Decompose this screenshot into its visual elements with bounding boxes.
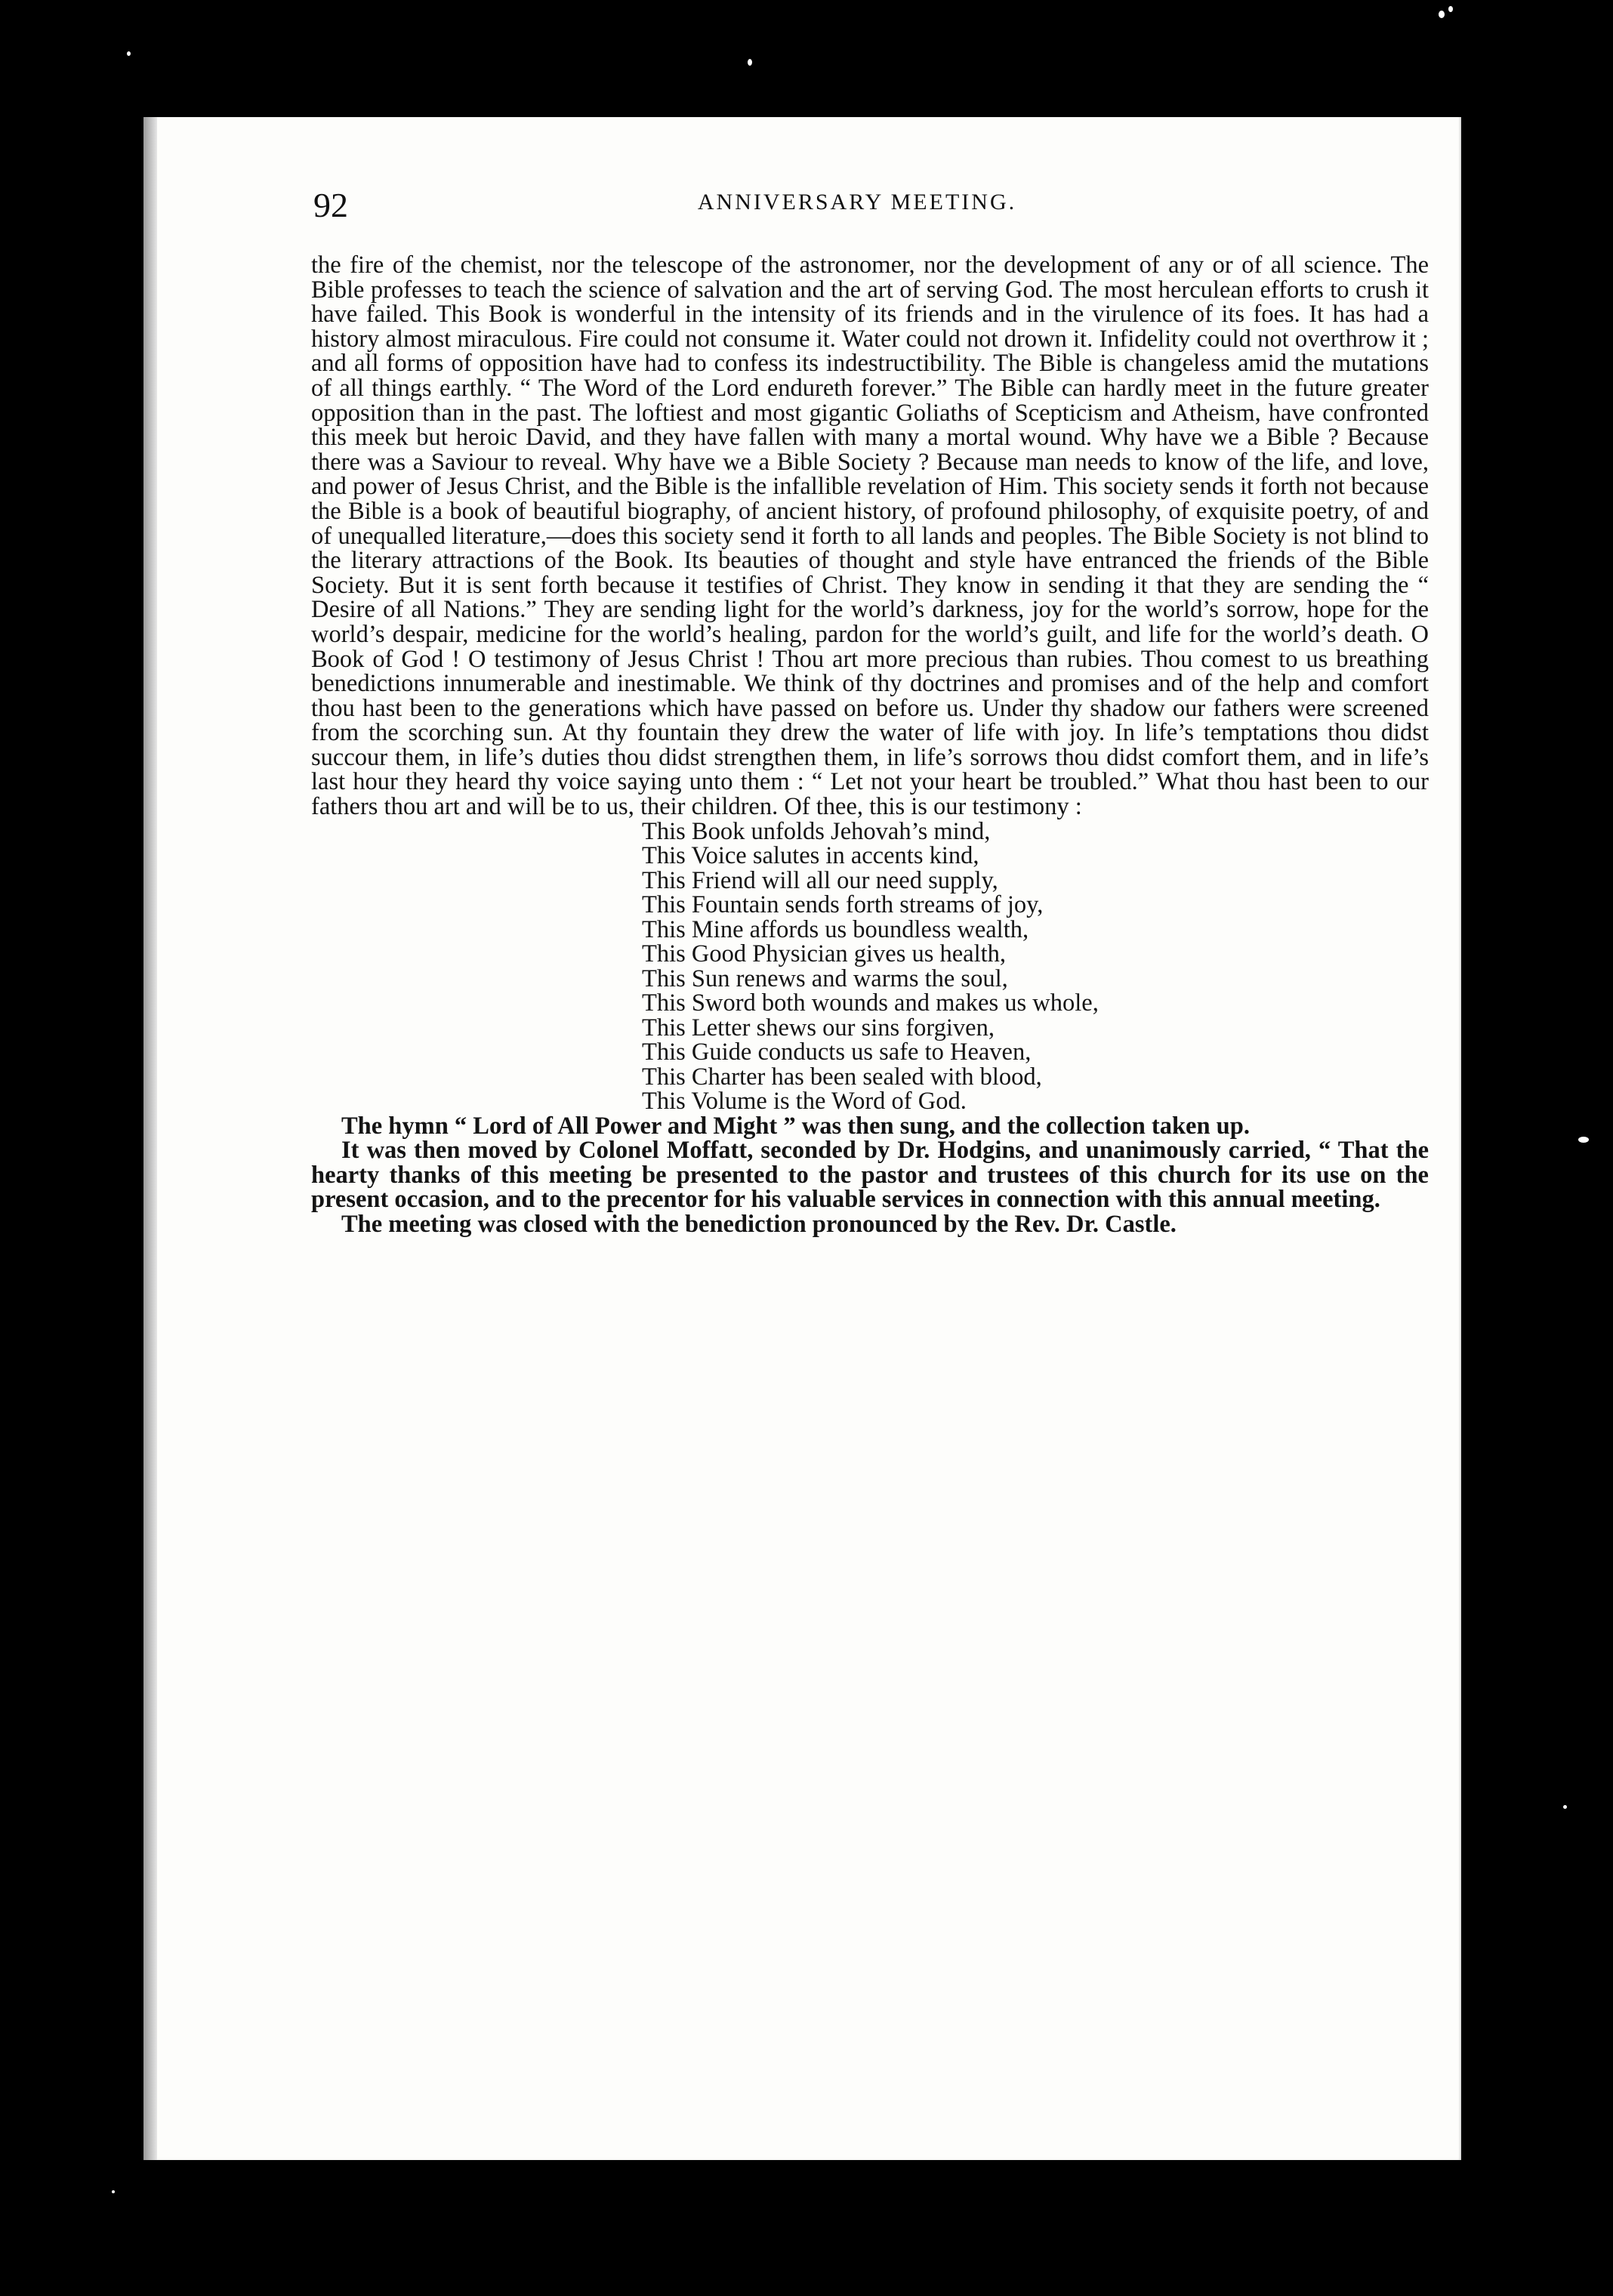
poem-line: This Sun renews and warms the soul, [642, 964, 1008, 992]
page-binding-edge [143, 117, 157, 2160]
motion-paragraph: It was then moved by Colonel Moffatt, seconded by Dr. Hodgins, and unanimously carried, “ That the hearty thanks of this meeting be presented to the pastor and trustees of this church for its use on the present occasion, and to the precentor for his valuable services in connection with this annual meeting. [311, 1137, 1429, 1214]
main-paragraph: the fire of the chemist, nor the telescope of the astronomer, nor the development of any or of all science. The Bible professes to teach the science of salvation and the art of serving God. The most herculean efforts to crush it have failed. This Book is wonderful in the intensity of its friends and in the virulence of its foes. It has had a history almost miraculous. Fire could not consume it. Water could not drown it. Infidelity could not overthrow it ; and all forms of opposition have had to confess its indestructibility. The Bible is changeless amid the mutations of all things earthly. “ The Word of the Lord endureth forever.” The Bible can hardly meet in the future greater opposition than in the past. The loftiest and most gigantic Goliaths of Scepticism and Atheism, have confronted this meek but heroic David, and they have fallen with many a mortal wound. Why have we a Bible ? Because there was a Saviour to reveal. Why have we a Bible Society ? Because man needs to know of the life, and love, and power of Jesus Christ, and the Bible is the infallible revelation of Him. This society sends it forth not because the Bible is a book of beautiful biography, of ancient history, of profound philosophy, of exquisite poetry, of and of unequalled literature,—does this society send it forth to all lands and peoples. The Bible Society is not blind to the literary attractions of the Book. Its beauties of thought and style have entranced the friends of the Bible Society. But it is sent forth because it testifies of Christ. They know in sending it that they are sending the “ Desire of all Nations.” They are sending light for the world’s darkness, joy for the world’s sorrow, hope for the world’s despair, medicine for the world’s healing, pardon for the world’s guilt, and life for the world’s death. O Book of God ! O testimony of Jesus Christ ! Thou art more precious than rubies. Thou comest to us breathing benedictions innumerable and inestimable. We think of thy doctrines and promises and of the help and comfort thou hast been to the generations which have passed on before us. Under thy shadow our fathers were screened from the scorching sun. At thy fountain they drew the water of life with joy. In life’s temptations thou didst succour them, in life’s duties thou didst strengthen them, in life’s sorrows thou didst comfort them, and in life’s last hour they heard thy voice saying unto them : “ Let not your heart be troubled.” What thou hast been to our fathers thou art and will be to us, their children. Of thee, this is our testimony : [311, 252, 1429, 821]
scan-speck [748, 59, 752, 66]
running-head-title: ANNIVERSARY MEETING. [697, 190, 1017, 214]
scan-speck [1578, 1137, 1589, 1143]
scan-speck [1439, 11, 1445, 18]
poem [642, 819, 1429, 1114]
poem-line: This Friend will all our need supply, [642, 866, 998, 894]
poem-line: This Voice salutes in accents kind, [642, 842, 979, 870]
poem-line: This Sword both wounds and makes us whole, [642, 989, 1099, 1017]
poem-line: This Good Physician gives us health, [642, 940, 1007, 968]
poem-line: This Fountain sends forth streams of joy, [642, 891, 1044, 919]
scan-speck [1563, 1805, 1567, 1809]
poem-line: This Letter shews our sins forgiven, [642, 1014, 995, 1042]
running-head [313, 185, 1401, 230]
page-body [311, 253, 1429, 1237]
book-page [143, 117, 1461, 2160]
hymn-paragraph: The hymn “ Lord of All Power and Might ” was then sung, and the collection taken up. [341, 1112, 1250, 1140]
closing-paragraph: The meeting was closed with the benediction pronounced by the Rev. Dr. Castle. [341, 1211, 1177, 1239]
poem-line: This Mine affords us boundless wealth, [642, 915, 1029, 943]
poem-line: This Volume is the Word of God. [642, 1088, 967, 1116]
scan-speck [112, 2190, 115, 2193]
scan-speck [127, 51, 131, 56]
poem-line: This Book unfolds Jehovah’s mind, [642, 817, 991, 845]
scan-speck [1448, 6, 1453, 12]
page-number: 92 [313, 186, 348, 224]
poem-line: This Guide conducts us safe to Heaven, [642, 1038, 1032, 1066]
poem-line: This Charter has been sealed with blood, [642, 1063, 1042, 1091]
